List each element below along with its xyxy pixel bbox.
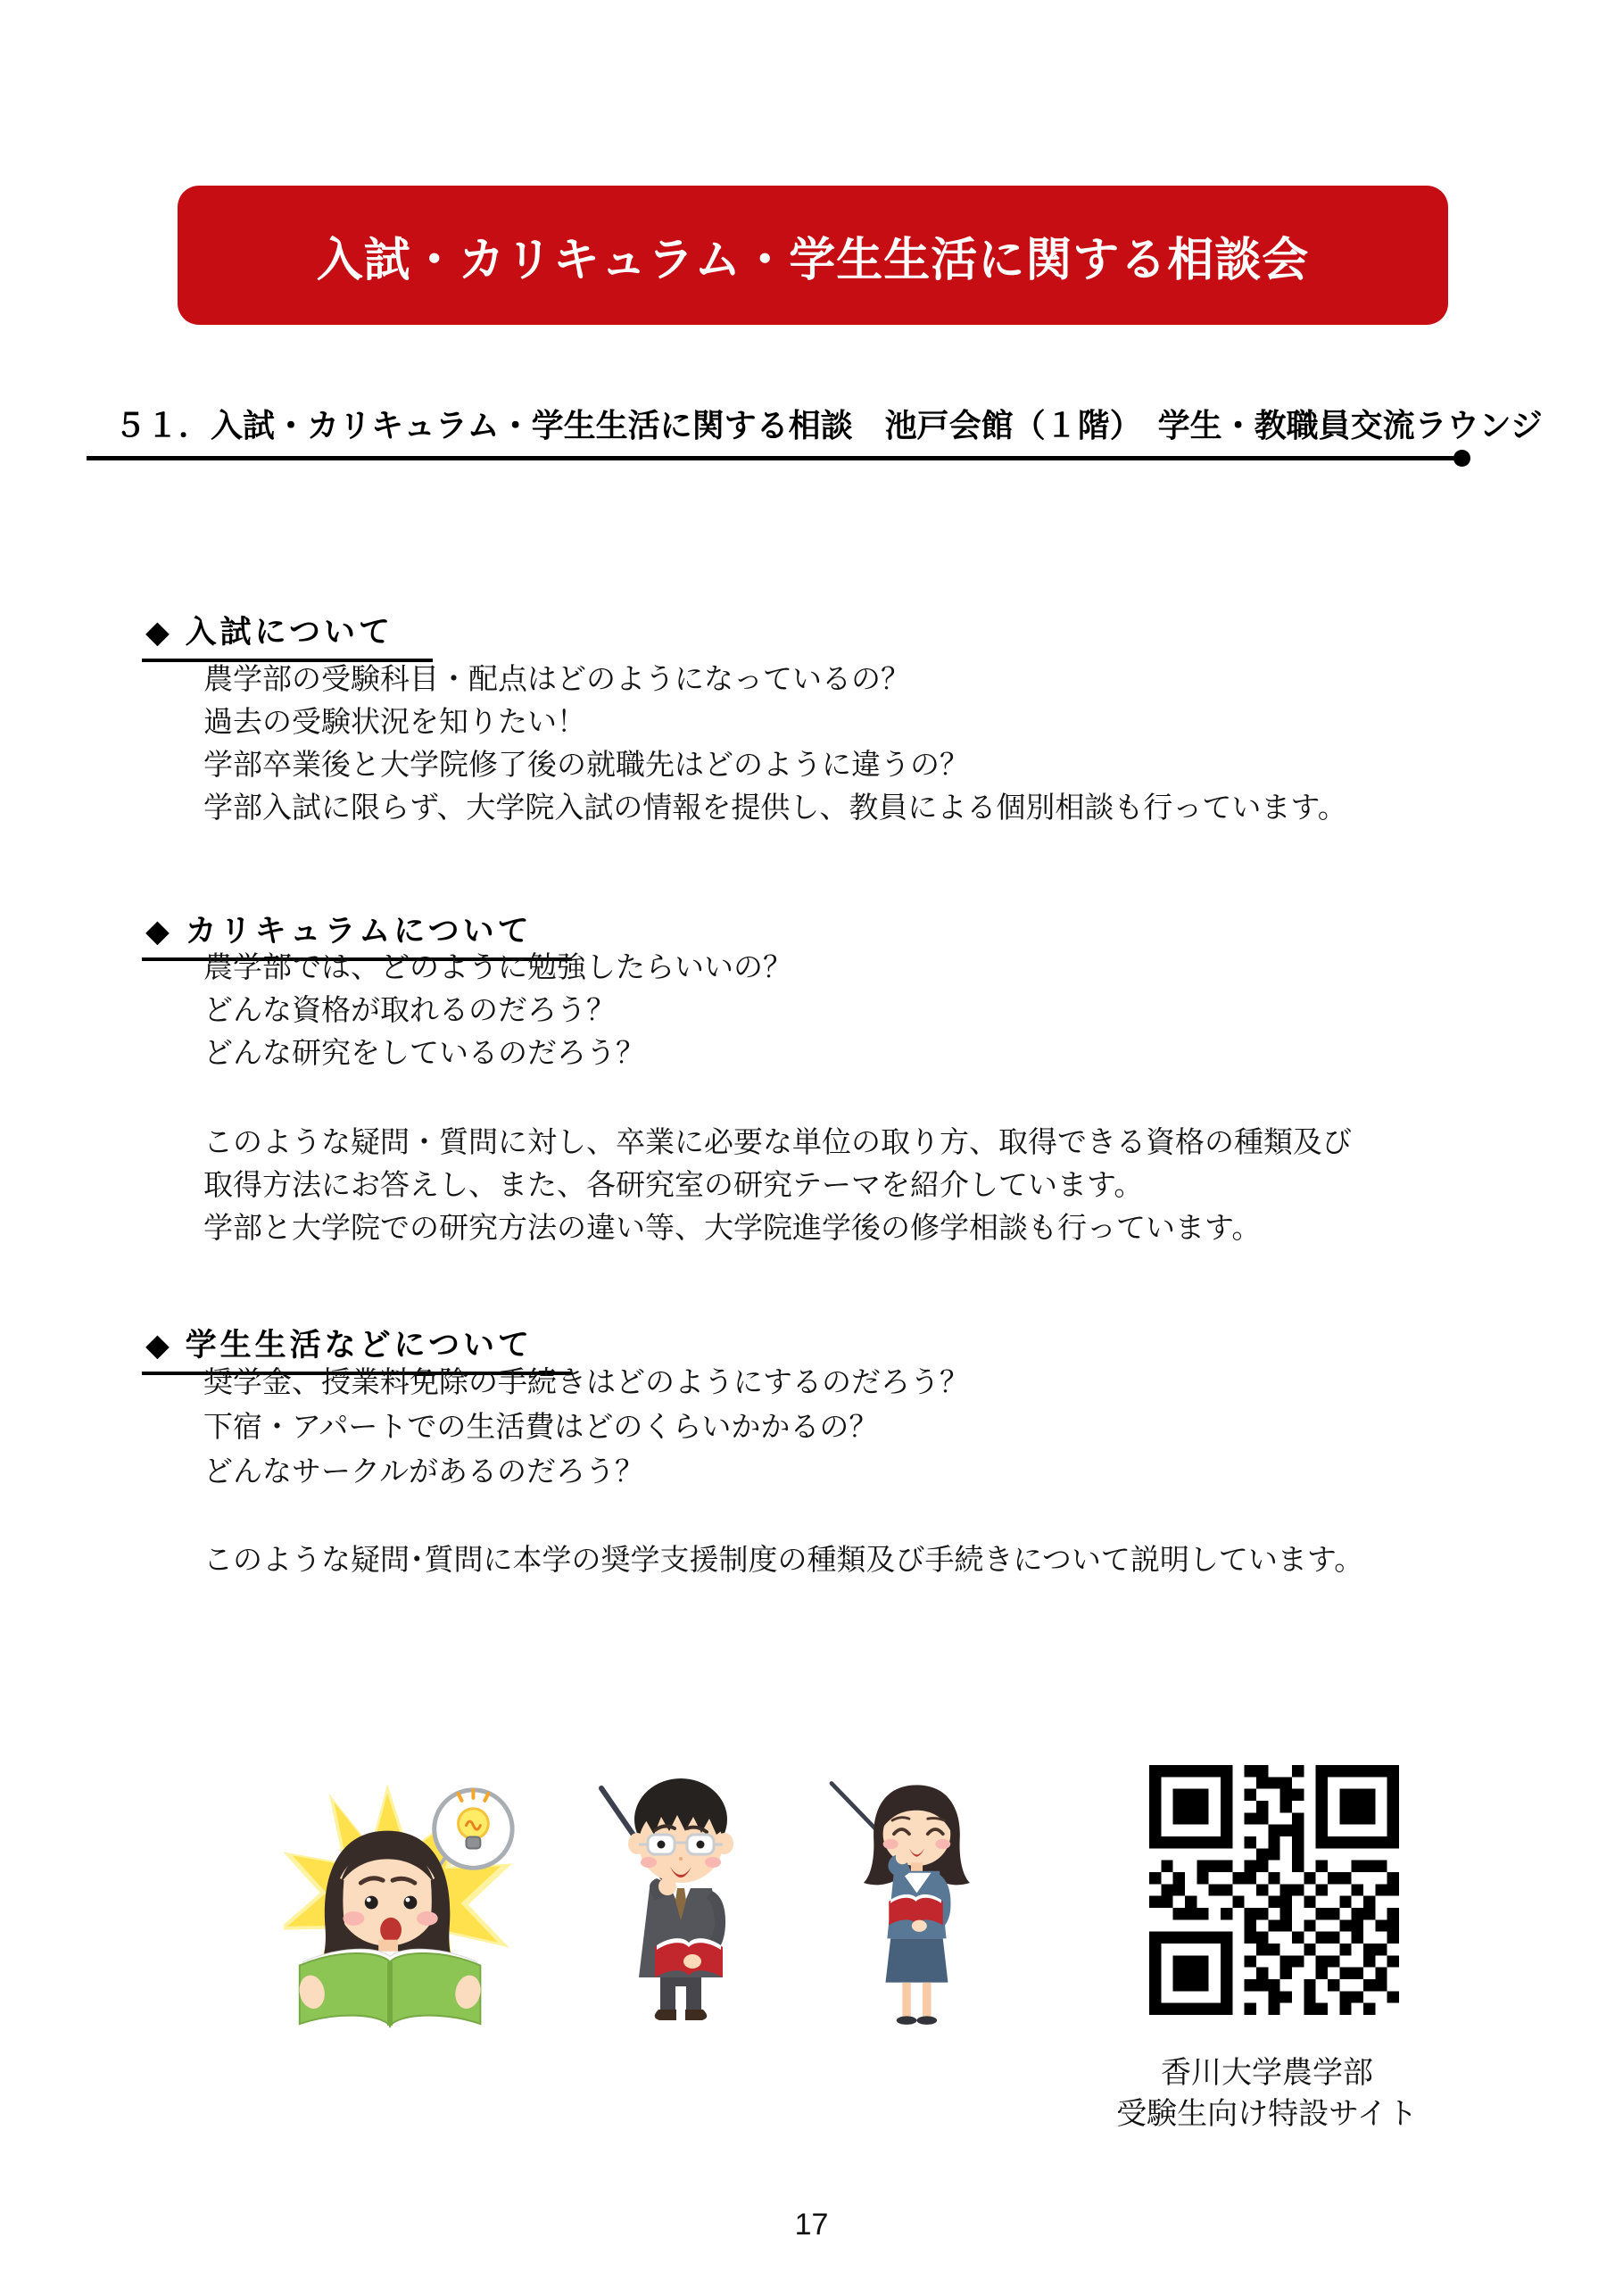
section-admissions-title: ◆ 入試について xyxy=(142,608,433,662)
eye-highlight xyxy=(367,1898,371,1902)
note-line: 取得方法にお答えし、また、各研究室の研究テーマを紹介しています。 xyxy=(203,1168,1144,1201)
woman-skirt xyxy=(885,1938,948,1982)
girl-eye-right xyxy=(403,1896,417,1910)
question-line: 学部卒業後と大学院修了後の就職先はどのように違うの？ xyxy=(203,748,969,781)
woman-shoe-left xyxy=(897,2016,917,2024)
rule-end-dot xyxy=(1453,450,1470,467)
girl-mouth xyxy=(380,1918,402,1943)
question-line: 奨学金、授業料免除の手続きはどのようにするのだろう？ xyxy=(203,1365,969,1398)
question-line: 農学部では、どのように勉強したらいいの？ xyxy=(203,950,792,983)
woman-leg-right xyxy=(923,1983,931,2018)
man-blush-left xyxy=(641,1857,657,1868)
man-fist xyxy=(658,1877,676,1895)
note-line: このような疑問・質問に対し、卒業に必要な単位の取り方、取得できる資格の種類及び xyxy=(203,1125,1352,1158)
girl-blush-right xyxy=(417,1911,438,1926)
question-line: 農学部の受験科目・配点はどのようになっているの？ xyxy=(203,662,910,695)
section-student-life-title: ◆ 学生生活などについて xyxy=(142,1321,572,1375)
male-teacher-with-pointer-illustration xyxy=(585,1753,764,2020)
man-leg-right xyxy=(686,1977,701,2011)
heading-rule xyxy=(87,456,1465,460)
woman-blush-left xyxy=(883,1839,898,1849)
question-line: 過去の受験状況を知りたい！ xyxy=(203,705,586,738)
man-shoe-right xyxy=(685,2010,707,2020)
book-spine xyxy=(387,1962,393,2027)
man-nose xyxy=(679,1857,683,1861)
section-curriculum-title: ◆ カリキュラムについて xyxy=(142,907,572,961)
qr-caption xyxy=(1053,2052,1481,2134)
question-line: どんな資格が取れるのだろう？ xyxy=(203,993,616,1026)
man-shoe-left xyxy=(655,2010,676,2020)
banner-title: 入試・カリキュラム・学生生活に関する相談会 xyxy=(316,234,1310,286)
woman-hand-under-book xyxy=(912,1920,927,1932)
title-banner xyxy=(178,186,1448,325)
session-heading: ５１．入試・カリキュラム・学生生活に関する相談 池戸会館（１階） 学生・教職員交流ラウンジ xyxy=(114,407,1543,443)
female-teacher-with-pointer-illustration xyxy=(814,1760,1003,2038)
question-line: どんな研究をしているのだろう？ xyxy=(203,1036,645,1069)
man-hand-on-book xyxy=(683,1954,701,1969)
man-eye-right xyxy=(697,1841,705,1849)
woman-blush-right xyxy=(935,1839,950,1849)
qr-caption-line1: 香川大学農学部 xyxy=(1161,2056,1373,2090)
note-line: 学部と大学院での研究方法の違い等、大学院進学後の修学相談も行っています。 xyxy=(203,1211,1262,1244)
eye-highlight xyxy=(405,1898,410,1902)
section-student-life-note xyxy=(203,1538,1363,1581)
student-girl-reading-book-illustration xyxy=(284,1778,518,2035)
section-admissions-body xyxy=(203,658,1347,829)
question-line: 下宿・アパートでの生活費はどのくらいかかるの？ xyxy=(203,1410,879,1443)
man-eye-left xyxy=(658,1841,666,1849)
page-number: 17 xyxy=(794,2208,829,2242)
qr-code xyxy=(1149,1765,1399,2015)
woman-shoe-right xyxy=(916,2016,937,2024)
section-curriculum-questions xyxy=(203,946,792,1074)
section-student-life-questions xyxy=(203,1360,969,1494)
girl-eye-left xyxy=(365,1896,378,1910)
girl-blush-left xyxy=(343,1911,364,1926)
man-blush-right xyxy=(705,1857,721,1868)
question-line: どんなサークルがあるのだろう？ xyxy=(203,1455,645,1488)
note-line: 学部入試に限らず、大学院入試の情報を提供し、教員による個別相談も行っています。 xyxy=(203,791,1347,824)
man-leg-left xyxy=(660,1977,675,2011)
woman-fist xyxy=(896,1851,909,1864)
qr-caption-line2: 受験生向け特設サイト xyxy=(1116,2097,1418,2131)
note-line: このような疑問･質問に本学の奨学支援制度の種類及び手続きについて説明しています。 xyxy=(203,1543,1364,1576)
woman-leg-left xyxy=(902,1983,910,2018)
section-curriculum-note xyxy=(203,1121,1352,1249)
lightbulb-base xyxy=(466,1837,480,1849)
